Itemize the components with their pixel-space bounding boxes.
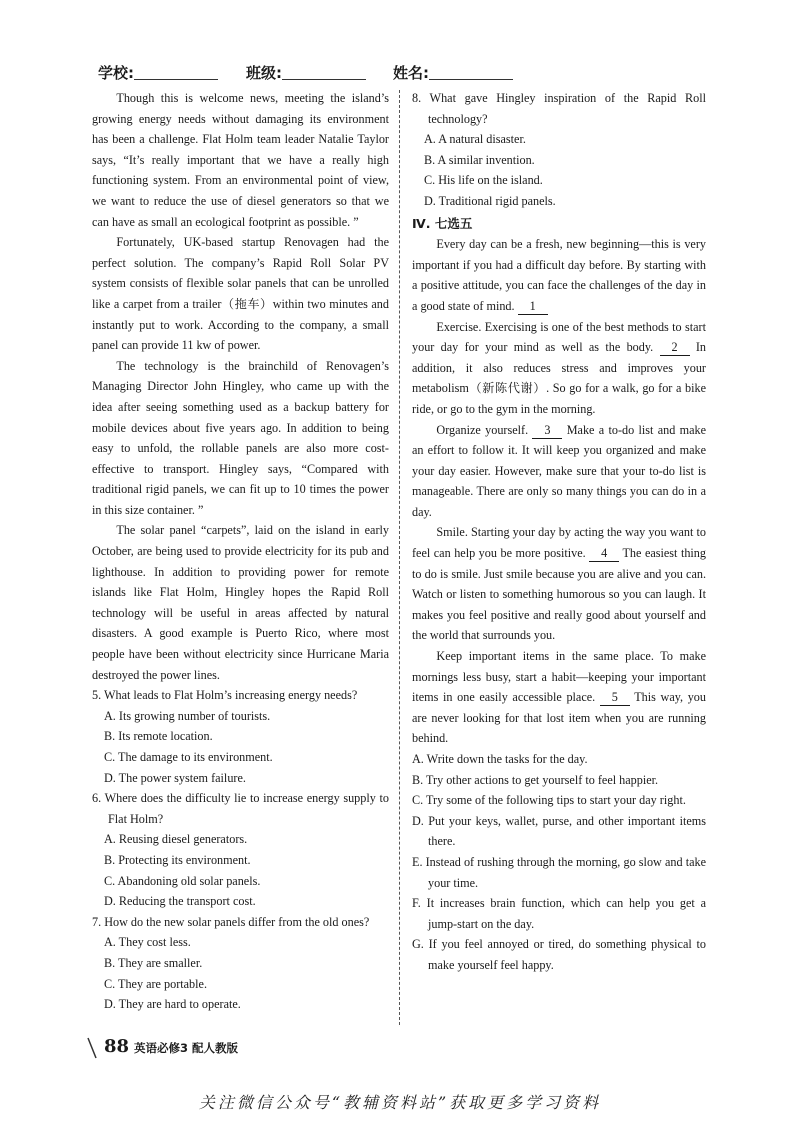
choice-option: C. Try some of the following tips to start your day right. (412, 793, 686, 808)
cloze-text: The easiest thing to do is smile. Just smile because you are alive and you can. Watch or listen to something humorous so you can laugh. It makes you feel positive and really good about yourself and the world that surrounds you. (412, 546, 706, 643)
question-option: D. They are hard to operate. (104, 997, 241, 1012)
passage-paragraph: The technology is the brainchild of Renovagen’s Managing Director John Hingley, who came up with the idea after seeing something used as a backup battery for mobile devices about five years ago. In addition to being easy to unfold, the rollable panels are also more cost-effective to transport. Hingley says, “Compared with traditional rigid panels, we can fit up to 10 times the power in this size container. ” (92, 358, 389, 517)
question-stem: 7. How do the new solar panels differ from the old ones? (92, 914, 370, 929)
passage-paragraph: Though this is welcome news, meeting the island’s growing energy needs without damaging its environment has been a challenge. Flat Holm team leader Natalie Taylor says, “It’s really important that we have a really high functioning system. From an environmental point of view, we want to reduce the use of diesel generators so that we can have as small an ecological footprint as possible. ” (92, 91, 389, 229)
cloze-text: This way, you are never looking for that lost item when you are running behind. (412, 690, 706, 746)
question-stem: 6. Where does the difficulty lie to increase energy supply to Flat Holm? (92, 791, 389, 826)
class-label: 班级: (246, 64, 282, 82)
cloze-paragraph (412, 420, 706, 523)
cloze-paragraph (412, 646, 706, 749)
question-option: B. A similar invention. (424, 152, 535, 167)
choice-option: B. Try other actions to get yourself to feel happier. (412, 772, 659, 787)
question-option: D. The power system failure. (104, 770, 246, 785)
question-8 (412, 88, 706, 212)
question-stem: 5. What leads to Flat Holm’s increasing energy needs? (92, 688, 358, 703)
question-option: C. His life on the island. (424, 173, 543, 188)
question-option: C. The damage to its environment. (104, 750, 273, 764)
name-field (393, 62, 513, 83)
question-option: A. They cost less. (104, 935, 191, 950)
column-divider (399, 90, 400, 1025)
cloze-paragraph (412, 522, 706, 646)
question-6 (92, 788, 389, 912)
question-option: B. Protecting its environment. (104, 852, 251, 867)
section-title: Ⅳ. 七选五 (412, 215, 473, 231)
choice-option: G. If you feel annoyed or tired, do something physical to make yourself feel happy. (412, 937, 706, 972)
passage-paragraph: Fortunately, UK-based startup Renovagen had the perfect solution. The company’s Rapid Roll Solar PV system consists of flexible solar panels that can be unrolled like a carpet from a trailer（拖车）within two minutes and instantly put to work. According to the company, a small panel can provide 11 kw of power. (92, 235, 389, 353)
cloze-text: Every day can be a fresh, new beginning—this is very important if you had a difficult day before. By starting with a positive attitude, you can face the challenges of the day in a good state of mind. (412, 237, 706, 313)
question-option: C. They are portable. (104, 976, 207, 991)
question-option: B. Its remote location. (104, 729, 213, 744)
right-column (412, 88, 706, 976)
cloze-blank: 1 (518, 299, 548, 315)
question-option: C. Abandoning old solar panels. (104, 873, 261, 888)
question-option: A. Its growing number of tourists. (104, 708, 271, 723)
cloze-text: Organize yourself. (436, 422, 533, 437)
school-field (98, 62, 218, 83)
name-label: 姓名: (393, 64, 429, 82)
left-column (92, 88, 389, 1015)
cloze-blank: 3 (532, 423, 562, 439)
choice-option: F. It increases brain function, which can help you get a jump-start on the day. (412, 896, 706, 931)
class-blank (282, 64, 366, 80)
school-label: 学校: (98, 64, 134, 82)
class-field (246, 62, 366, 83)
cloze-blank: 5 (600, 690, 630, 706)
student-info-header (98, 62, 718, 86)
passage-paragraph: The solar panel “carpets”, laid on the island in early October, are being used to provide electricity for its pub and lighthouse. In addition to providing power for remote islands like Flat Holm, Hingley hopes the Rapid Roll technology will be useful in areas affected by natural disasters. A good example is Puerto Rico, where most people have been without electricity since Hurricane Maria destroyed the power lines. (92, 523, 389, 682)
cloze-paragraph (412, 317, 706, 420)
cloze-paragraph (412, 234, 706, 316)
cloze-blank: 4 (589, 546, 619, 562)
cloze-text: Exercise. Exercising is one of the best methods to start your day for your mind as well as the body. (412, 319, 706, 355)
promo-banner: 关注微信公众号“教辅资料站”获取更多学习资料 (198, 1093, 602, 1112)
book-title: 英语必修3 配人教版 (134, 1041, 239, 1055)
question-option: D. Reducing the transport cost. (104, 894, 256, 909)
cloze-text: Smile. Starting your day by acting the way you want to feel can help you be more positive. (412, 525, 706, 561)
choice-option: E. Instead of rushing through the morning, go slow and take your time. (412, 854, 706, 890)
question-option: B. They are smaller. (104, 955, 203, 970)
question-stem: 8. What gave Hingley inspiration of the Rapid Roll technology? (412, 91, 706, 126)
question-option: D. Traditional rigid panels. (424, 193, 556, 208)
choice-option: D. Put your keys, wallet, purse, and other important items there. (412, 813, 706, 849)
cloze-text: Keep important items in the same place. To make mornings less busy, start a habit—keeping your important items in one easily accessible place. (412, 649, 706, 705)
question-option: A. A natural disaster. (424, 132, 526, 147)
cloze-text: In addition, it also reduces stress and improves your metabolism（新陈代谢）. So go for a walk, go for a bike ride, or go to the gym in the morning. (412, 340, 706, 416)
choice-option: A. Write down the tasks for the day. (412, 752, 588, 766)
question-7 (92, 912, 389, 1015)
question-option: A. Reusing diesel generators. (104, 832, 248, 847)
cloze-blank: 2 (660, 340, 690, 356)
school-blank (134, 64, 218, 80)
name-blank (429, 64, 513, 80)
page-number: 88 (104, 1036, 130, 1057)
question-5 (92, 685, 389, 788)
cloze-text: Make a to-do list and make an effort to follow it. It will keep you organized and make your day easier. However, make sure that your to-do list is manageable. There are only so many things you can do in a day. (412, 422, 706, 519)
